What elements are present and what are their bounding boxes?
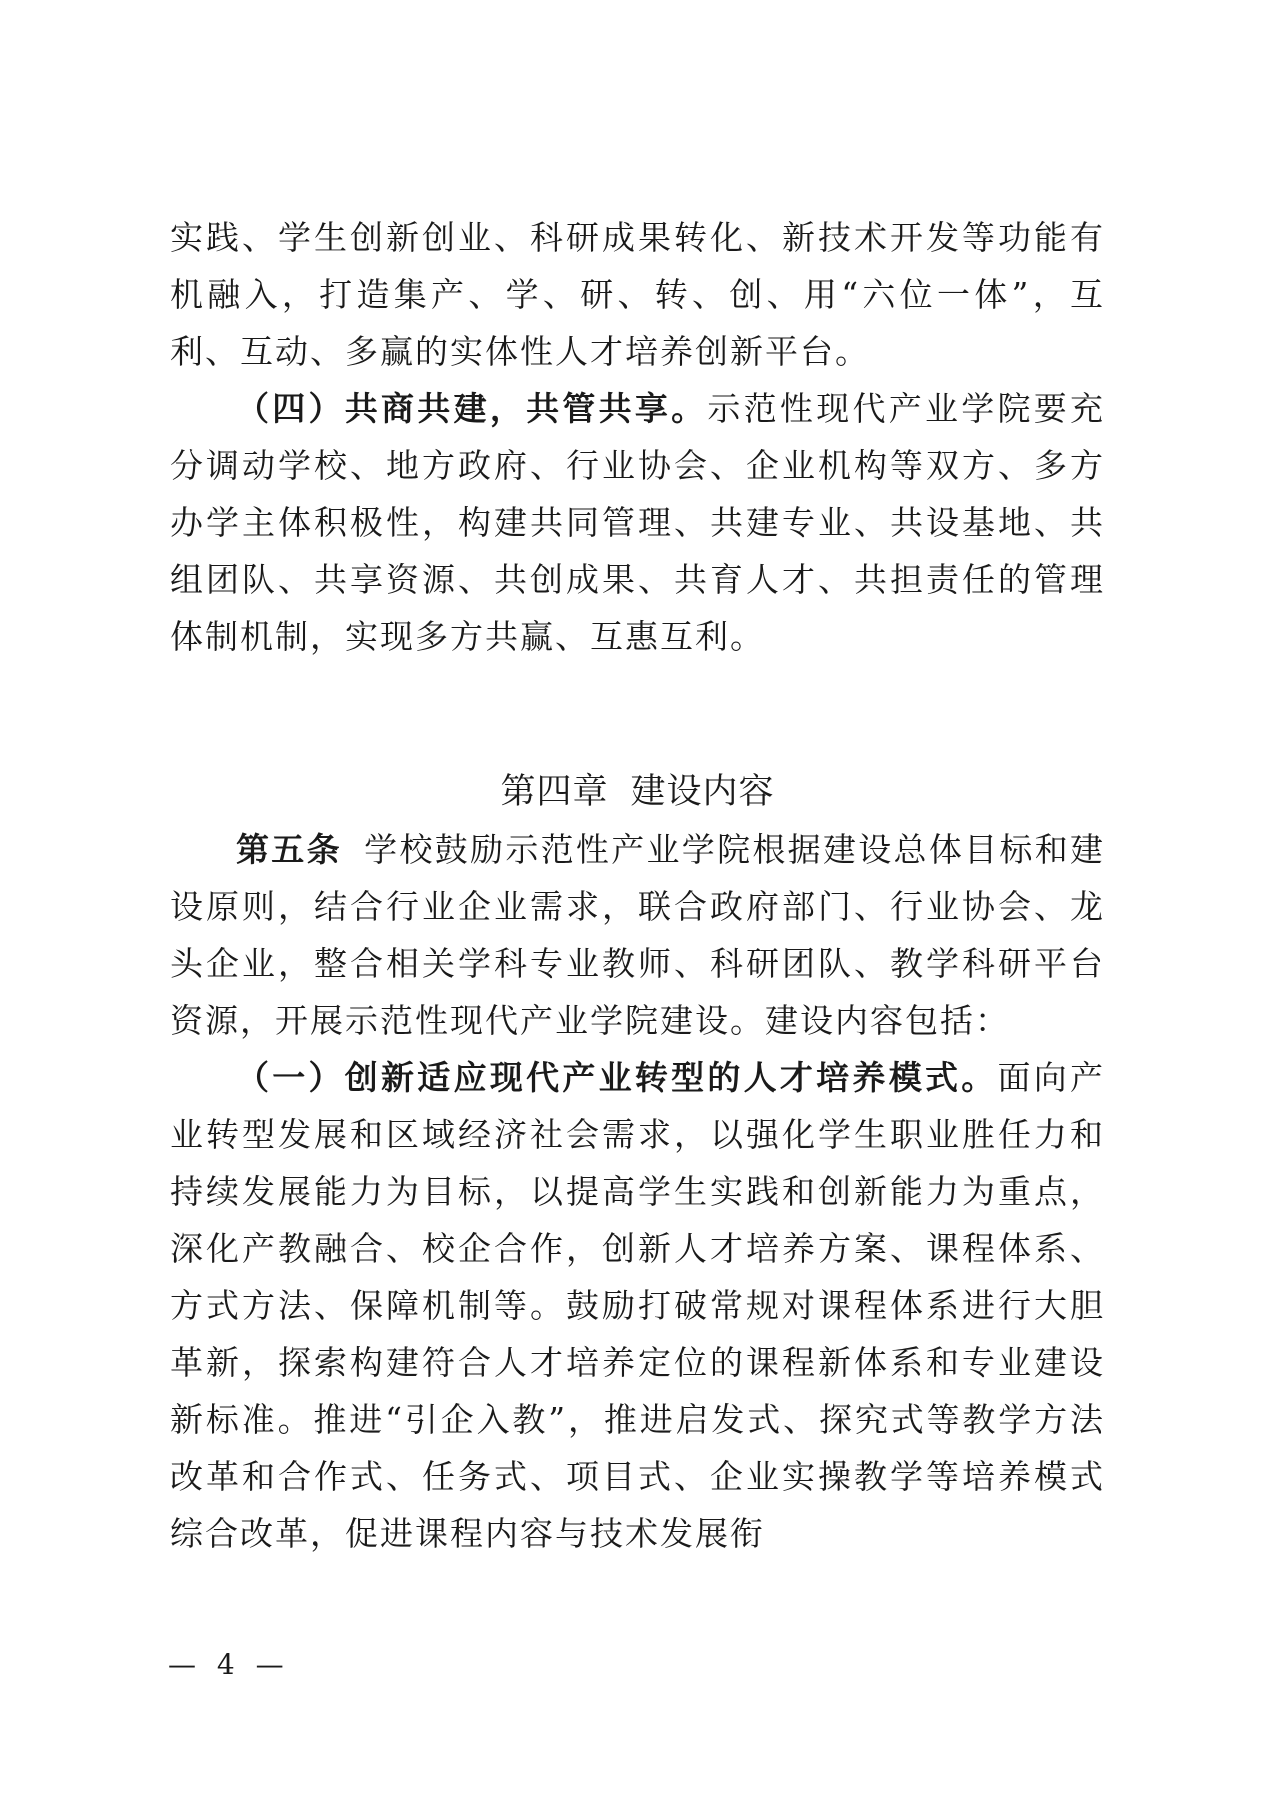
paragraph-joint-governance bbox=[170, 380, 1105, 665]
chapter-title bbox=[170, 764, 1105, 821]
article-text: 学校鼓励示范性产业学院根据建设总体目标和建设原则，结合行业企业需求，联合政府部门、行业协会、龙头企业，整合相关学科专业教师、科研团队、教学科研平台资源，开展示范性现代产业学院建设。建设内容包括： bbox=[170, 830, 1105, 1040]
article-five bbox=[170, 821, 1105, 1049]
paragraph-training-model bbox=[170, 1049, 1105, 1562]
chapter-name: 建设内容 bbox=[630, 772, 775, 812]
paragraph-heading: （四）共商共建，共管共享。 bbox=[236, 389, 708, 428]
paragraph-text: 实践、学生创新创业、科研成果转化、新技术开发等功能有机融入，打造集产、学、研、转、创、用“六位一体”，互利、互动、多赢的实体性人才培养创新平台。 bbox=[170, 218, 1105, 371]
paragraph-platform-continuation bbox=[170, 209, 1105, 380]
chapter-number: 第四章 bbox=[500, 772, 609, 812]
paragraph-heading: （一）创新适应现代产业转型的人才培养模式。 bbox=[236, 1058, 998, 1097]
page-number: — 4 — bbox=[168, 1648, 290, 1681]
article-label: 第五条 bbox=[236, 830, 342, 869]
paragraph-text: 面向产业转型发展和区域经济社会需求，以强化学生职业胜任力和持续发展能力为目标，以提高学生实践和创新能力为重点，深化产教融合、校企合作，创新人才培养方案、课程体系、方式方法、保障机制等。鼓励打破常规对课程体系进行大胆革新，探索构建符合人才培养定位的课程新体系和专业建设新标准。推进“引企入教”，推进启发式、探究式等教学方法改革和合作式、任务式、项目式、企业实操教学等培养模式综合改革，促进课程内容与技术发展衔 bbox=[170, 1058, 1106, 1553]
paragraph-text: 示范性现代产业学院要充分调动学校、地方政府、行业协会、企业机构等双方、多方办学主体积极性，构建共同管理、共建专业、共设基地、共组团队、共享资源、共创成果、共育人才、共担责任的管理体制机制，实现多方共赢、互惠互利。 bbox=[170, 389, 1106, 656]
